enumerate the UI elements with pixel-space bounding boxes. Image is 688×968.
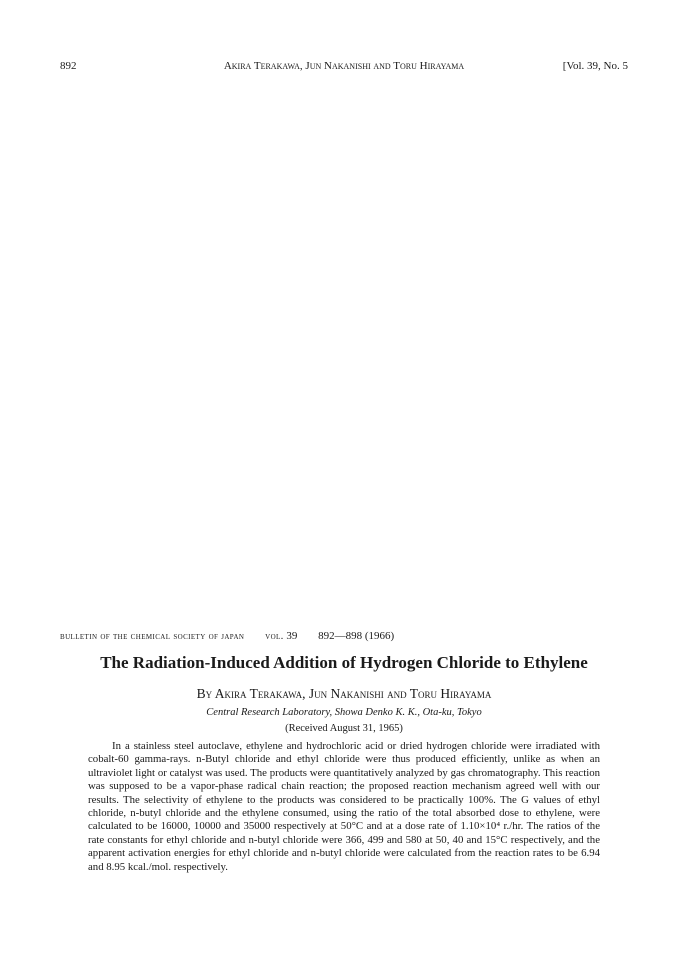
running-head — [60, 58, 628, 74]
received-date: (Received August 31, 1965) — [285, 723, 403, 734]
running-head-volume: [Vol. 39, No. 5 — [562, 60, 628, 72]
running-head-authors: Akira Terakawa, Jun Nakanishi and Toru Hirayama — [223, 60, 465, 72]
abstract: In a stainless steel autoclave, ethylene and hydrochloric acid or dried hydrogen chloride were irradiated with cobalt-60 gamma-rays. n-Butyl chloride and ethyl chloride were thus produced efficiently, unlike as when an ultraviolet light or catalyst was used. The products were quantitatively analyzed by gas chromatography. This reaction was supposed to be a vapor-phase radical chain reaction; the proposed reaction mechanism agreed well with our results. The selectivity of ethylene to the products was considered to be practically 100%. The G values of ethyl chloride, n-butyl chloride and the ethylene consumed, using the ratio of the total absorbed dose to ethylene, were calculated to be 16000, 10000 and 35000 respectively at 50°C and at a dose rate of 1.10×10⁴ r./hr. The ratios of the rate constants for ethyl chloride and n-butyl chloride were 366, 499 and 580 at 50, 40 and 15°C respectively, and the apparent activation energies for ethyl chloride and n-butyl chloride were calculated from the reaction rates to be 6.94 and 8.95 kcal./mol. respectively. — [88, 740, 600, 873]
article-title: The Radiation-Induced Addition of Hydrogen Chloride to Ethylene — [100, 653, 588, 672]
page-range: 892—898 (1966) — [318, 630, 395, 642]
journal-citation-line — [60, 628, 560, 645]
author-byline: By Akira Terakawa, Jun Nakanishi and Toru Hirayama — [196, 686, 492, 701]
volume-number: 39 — [286, 630, 298, 642]
author-affiliation: Central Research Laboratory, Showa Denko K. K., Ota-ku, Tokyo — [206, 707, 482, 718]
journal-volume — [265, 630, 300, 642]
volume-label: vol. — [265, 631, 284, 642]
journal-name: bulletin of the chemical society of japan — [60, 631, 245, 642]
page-number: 892 — [60, 60, 77, 72]
